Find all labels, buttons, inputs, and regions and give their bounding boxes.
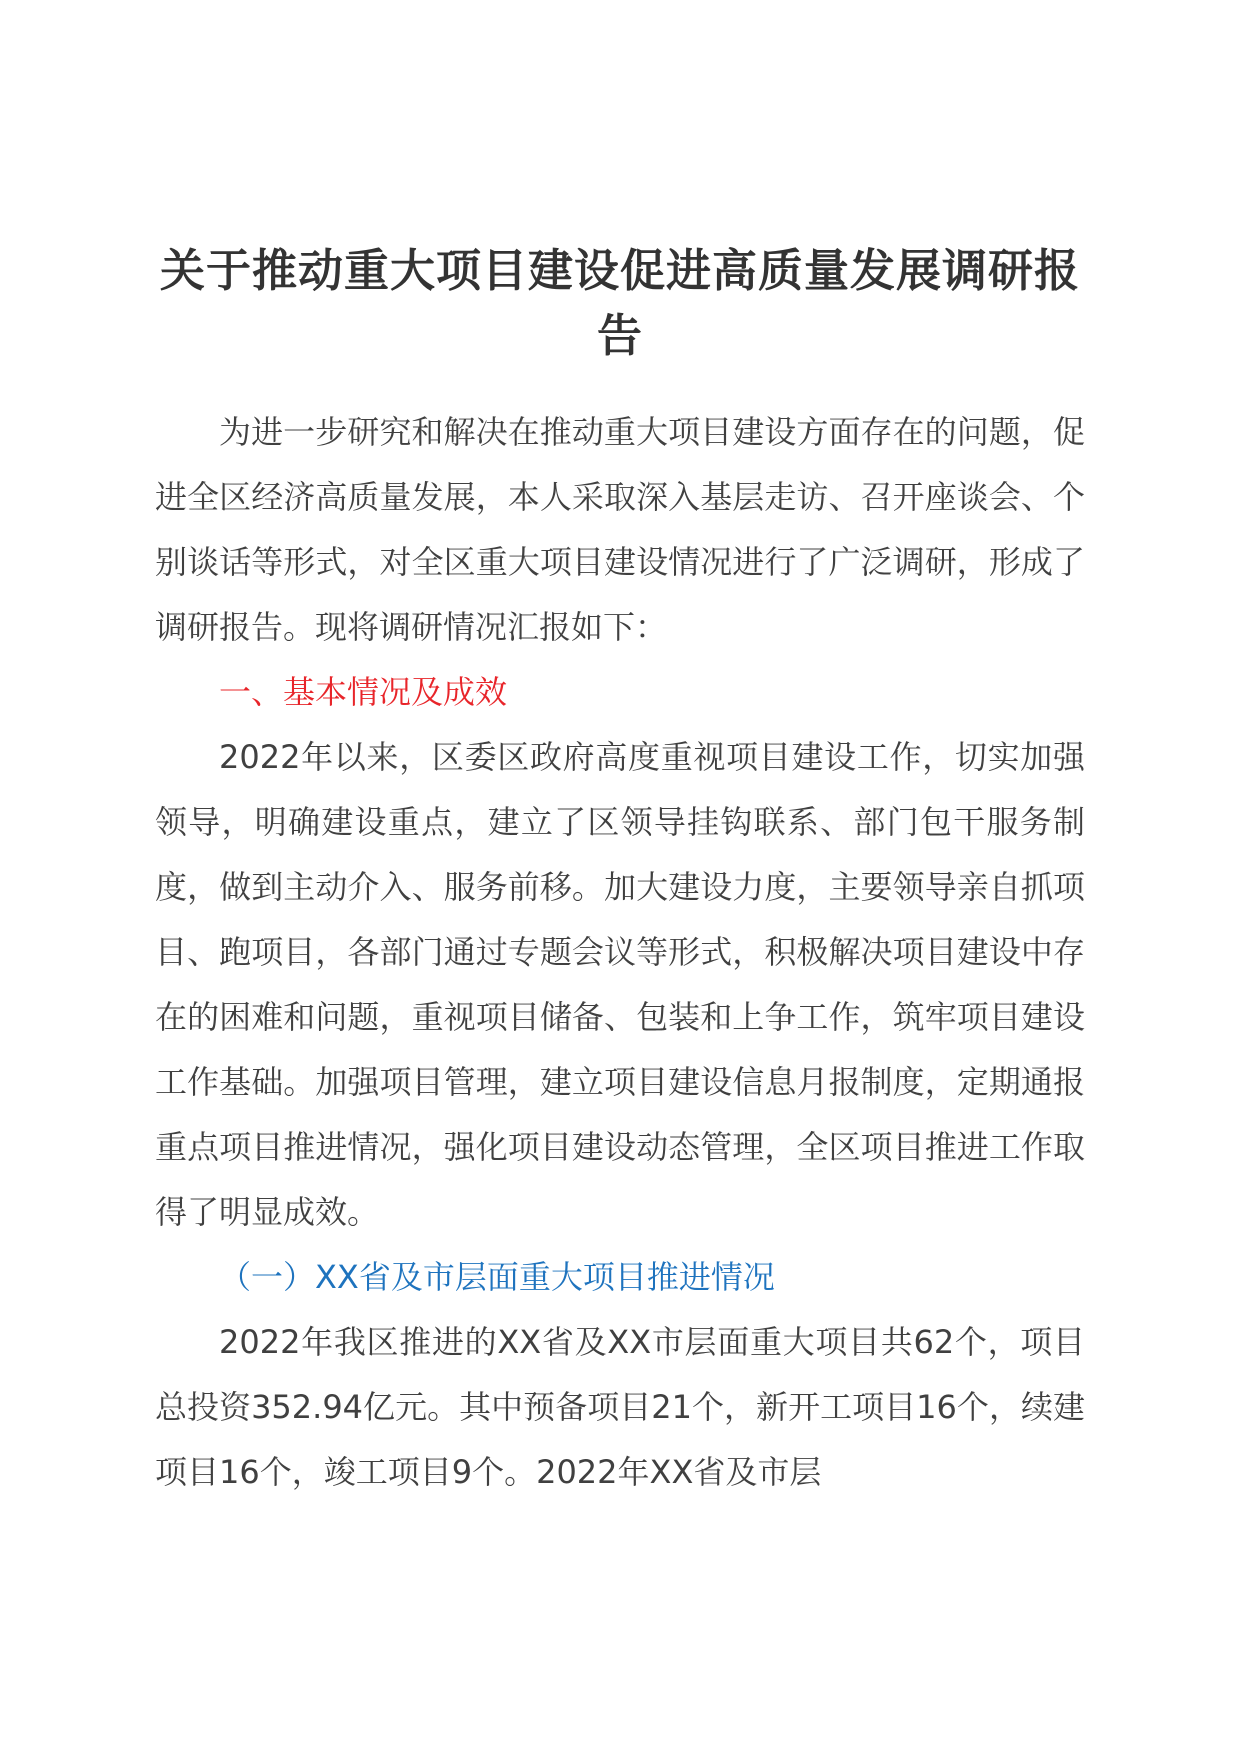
document-title: 关于推动重大项目建设促进高质量发展调研报告 bbox=[159, 244, 1080, 362]
body-paragraph-project-stats: 2022年我区推进的XX省及XX市层面重大项目共62个，项目总投资352.94亿元。其中预备项目21个，新开工项目16个，续建项目16个，竣工项目9个。2022年XX省及市层 bbox=[155, 1323, 1085, 1491]
document-body bbox=[155, 400, 1085, 1505]
section-heading-basic-situation: 一、基本情况及成效 bbox=[219, 673, 508, 711]
subsection-heading-provincial-projects: （一）XX省及市层面重大项目推进情况 bbox=[219, 1258, 775, 1296]
intro-paragraph: 为进一步研究和解决在推动重大项目建设方面存在的问题，促进全区经济高质量发展，本人采取深入基层走访、召开座谈会、个别谈话等形式，对全区重大项目建设情况进行了广泛调研，形成了调研报告。现将调研情况汇报如下： bbox=[155, 413, 1085, 646]
body-paragraph-achievements: 2022年以来，区委区政府高度重视项目建设工作，切实加强领导，明确建设重点，建立了区领导挂钩联系、部门包干服务制度，做到主动介入、服务前移。加大建设力度，主要领导亲自抓项目、跑项目，各部门通过专题会议等形式，积极解决项目建设中存在的困难和问题，重视项目储备、包装和上争工作，筑牢项目建设工作基础。加强项目管理，建立项目建设信息月报制度，定期通报重点项目推进情况，强化项目建设动态管理，全区项目推进工作取得了明显成效。 bbox=[155, 738, 1085, 1231]
